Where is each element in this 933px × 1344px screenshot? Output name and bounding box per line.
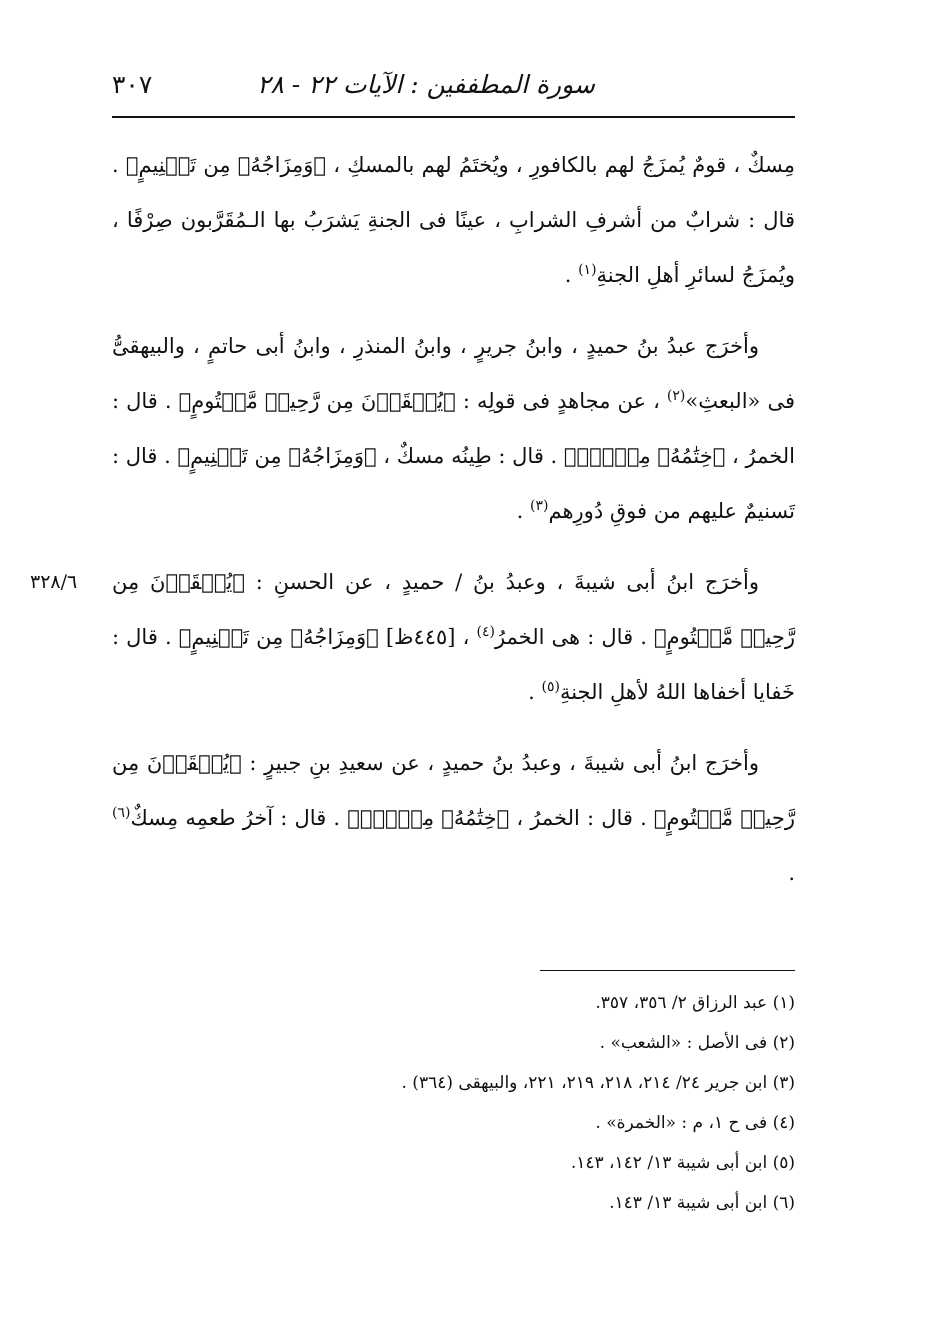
- footnote-ref: (١): [578, 262, 597, 278]
- footnote: (٣) ابن جرير ٢٤/ ٢١٤، ٢١٨، ٢١٩، ٢٢١، والبيهقى (٣٦٤) .: [401, 1073, 795, 1093]
- margin-reference: ٣٢٨/٦: [30, 571, 78, 593]
- paragraph-1: مِسكٌ ، قومٌ يُمزَجُ لهم بالكافورِ ، ويُختَمُ لهم بالمسكِ ، ﴿وَمِزَاجُهُۥ مِن تَسۡنِيمٍ﴾ . قال : شرابٌ من أشرفِ الشرابِ ، عينًا فى الجنةِ يَشرَبُ بها الـمُقَرَّبون صِرْفًا ، ويُمزَجُ لسائرِ أهلِ الجنةِ$^{(١)}$ .: [112, 153, 795, 287]
- footnote-ref: (٦): [112, 805, 131, 821]
- running-title: سورة المطففين : الآيات ٢٢ - ٢٨: [256, 70, 595, 99]
- footnote: (٥) ابن أبى شيبة ١٣/ ١٤٢، ١٤٣.: [570, 1153, 795, 1173]
- footnote-ref: (٣): [530, 498, 549, 514]
- footnote-ref: (٥): [541, 679, 560, 695]
- footnote-ref: (٤): [476, 624, 495, 640]
- page-number: ٣٠٧: [112, 70, 153, 99]
- paragraph-3: ٣٢٨/٦ وأخرَج ابنُ أبى شيبةَ ، وعبدُ بنُ / حميدٍ ، عن الحسنِ : ﴿يُسۡقَوۡنَ مِن رَّحِيقٖ مَّخۡتُومٍ﴾ . قال : هى الخمرُ$^{(٤)}$ ، [٤٤٥ظ] ﴿وَمِزَاجُهُۥ مِن تَسۡنِيمٍ﴾ . قال : خَفايا أخفاها اللهُ لأهلِ الجنةِ$^{(٥)}$ .: [112, 555, 795, 720]
- footnote-ref: (٢): [666, 388, 686, 404]
- footnote: (٤) فى ح ١، م : «الخمرة» .: [595, 1113, 795, 1133]
- header-rule: [112, 116, 795, 118]
- paragraph-4: وأخرَج ابنُ أبى شيبةَ ، وعبدُ بنُ حميدٍ ، عن سعيدِ بنِ جبيرٍ : ﴿يُسۡقَوۡنَ مِن رَّحِيقٖ مَّخۡتُومٍ﴾ . قال : الخمرُ ، ﴿خِتَٰمُهُۥ مِسۡكٞۚ﴾ . قال : آخرُ طعمِه مِسكٌ$^{(٦)}$ .: [112, 751, 795, 885]
- paragraph-2: وأخرَج عبدُ بنُ حميدٍ ، وابنُ جريرٍ ، وابنُ المنذرِ ، وابنُ أبى حاتمٍ ، والبيهقىُّ فى «البعثِ»$^{(٢)}$ ، عن مجاهدٍ فى قولِه : ﴿يُسۡقَوۡنَ مِن رَّحِيقٖ مَّخۡتُومٍ﴾ . قال : الخمرُ ، ﴿خِتَٰمُهُۥ مِسۡكٞۚ﴾ . قال : طِينُه مسكٌ ، ﴿وَمِزَاجُهُۥ مِن تَسۡنِيمٍ﴾ . قال : تَسنيمٌ عليهم من فوقِ دُورِهم$^{(٣)}$ .: [112, 334, 795, 523]
- page-header: [112, 62, 795, 112]
- main-text: [30, 138, 795, 917]
- footnotes: [112, 983, 795, 1223]
- footnote: (١) عبد الرزاق ٢/ ٣٥٦، ٣٥٧.: [595, 993, 795, 1013]
- footnote-separator: [540, 970, 795, 971]
- footnote: (٢) فى الأصل : «الشعب» .: [599, 1033, 795, 1053]
- footnote: (٦) ابن أبى شيبة ١٣/ ١٤٣.: [609, 1193, 795, 1213]
